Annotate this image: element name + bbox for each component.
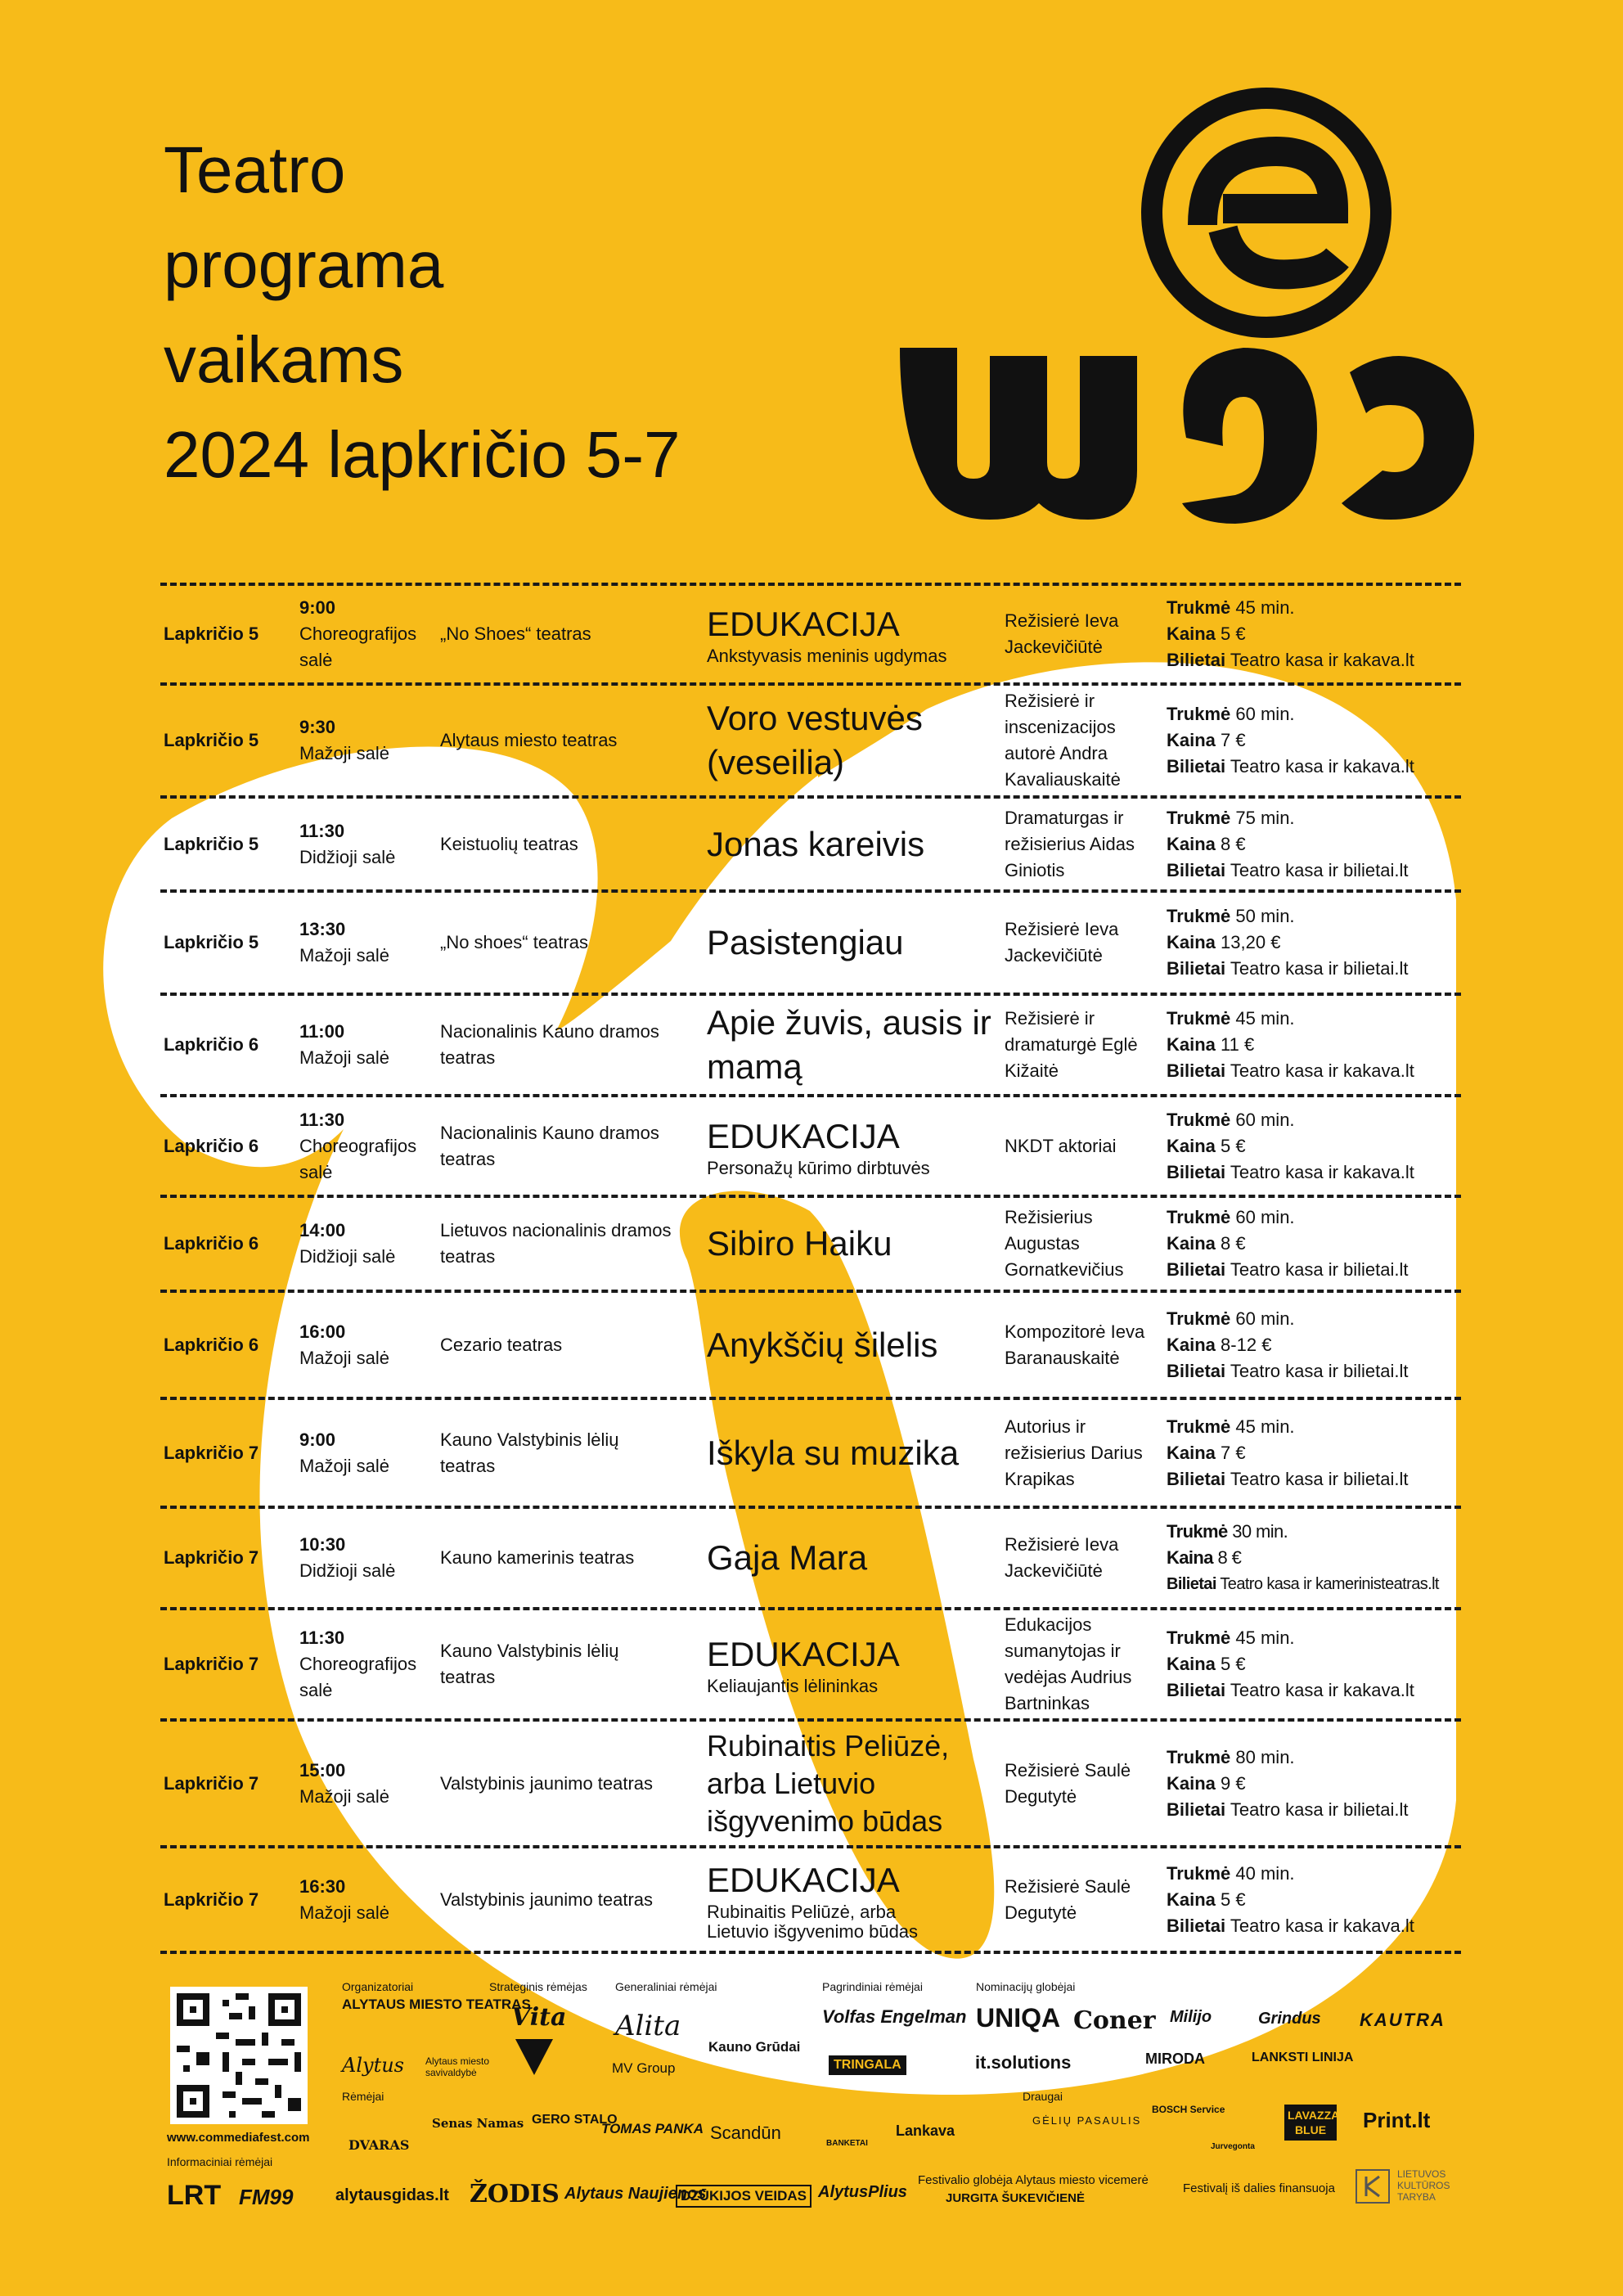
- qr-code-icon: [170, 1987, 308, 2124]
- row-show-title: Jonas kareivis: [707, 824, 925, 863]
- row-date: Lapkričio 5: [164, 624, 259, 644]
- row-price: 5 €: [1221, 1889, 1246, 1910]
- row-time: 11:30: [299, 820, 345, 841]
- tickets-label: Bilietai: [1167, 1575, 1216, 1593]
- gero-stalo-logo: GERO STALO: [532, 2113, 618, 2127]
- nomination-label: Nominacijų globėjai: [976, 1980, 1076, 1993]
- row-organizer: Keistuolių teatras: [440, 833, 578, 854]
- geliu-pasaulis-logo: GĖLIŲ PASAULIS: [1032, 2114, 1142, 2127]
- duration-label: Trukmė: [1167, 1521, 1228, 1542]
- row-venue: Mažoji salė: [299, 1902, 390, 1923]
- tickets-label: Bilietai: [1167, 859, 1226, 880]
- title-line-1: Teatro: [164, 133, 346, 206]
- culture-council-logo: LIETUVOS KULTŪROS TARYBA: [1397, 2168, 1450, 2203]
- row-time: 9:00: [299, 1429, 336, 1450]
- duration-label: Trukmė: [1167, 1746, 1231, 1767]
- row-time: 14:00: [299, 1220, 346, 1240]
- row-director: Režisierius Augustas Gornatkevičius: [1005, 1207, 1124, 1280]
- title-line-3: vaikams: [164, 323, 404, 396]
- tickets-label: Bilietai: [1167, 1161, 1226, 1182]
- row-price: 13,20 €: [1221, 932, 1281, 952]
- print-lt-logo: Print.lt: [1363, 2108, 1431, 2132]
- row-director: Režisierė Ieva Jackevičiūtė: [1005, 919, 1119, 966]
- row-director: Kompozitorė Ieva Baranauskaitė: [1005, 1321, 1145, 1368]
- poster-title: [164, 123, 818, 502]
- website-link[interactable]: www.commediafest.com: [167, 2131, 310, 2145]
- row-show-title: Anykščių šilelis: [707, 1325, 938, 1364]
- row-date: Lapkričio 6: [164, 1034, 259, 1055]
- miroda-logo: MIRODA: [1145, 2051, 1205, 2067]
- scandun-logo: Scandūn: [710, 2123, 781, 2143]
- price-label: Kaina: [1167, 1334, 1216, 1355]
- row-date: Lapkričio 6: [164, 1135, 259, 1156]
- banketai-logo: BANKETAI: [826, 2139, 868, 2148]
- row-duration: 45 min.: [1235, 1627, 1295, 1648]
- schedule-row: [160, 1848, 1461, 1951]
- main-sponsors-label: Pagrindiniai rėmėjai: [822, 1980, 923, 1993]
- row-date: Lapkričio 6: [164, 1334, 259, 1355]
- row-show-title: Rubinaitis Peliūzė, arba Lietuvio išgyvenimo būdas: [707, 1728, 950, 1838]
- row-show-title: EDUKACIJA: [707, 1116, 900, 1155]
- row-show-title: Voro vestuvės (veseilia): [707, 699, 923, 781]
- tickets-label: Bilietai: [1167, 1915, 1226, 1936]
- row-organizer: Valstybinis jaunimo teatras: [440, 1772, 654, 1794]
- row-price: 7 €: [1221, 730, 1246, 750]
- patron-text: Festivalio globėja Alytaus miesto vicemerė: [918, 2173, 1149, 2187]
- bosch-service-logo: BOSCH Service: [1152, 2104, 1225, 2115]
- row-date: Lapkričio 7: [164, 1654, 259, 1674]
- vita-arrow-icon: [514, 2037, 555, 2078]
- uniqa-logo: UNIQA: [976, 2003, 1061, 2033]
- price-label: Kaina: [1167, 833, 1216, 854]
- row-show-subtitle: Rubinaitis Peliūzė, arba Lietuvio išgyvenimo būdas: [707, 1901, 919, 1942]
- kauno-grudai-logo: Kauno Grūdai: [708, 2039, 801, 2055]
- row-time: 16:00: [299, 1321, 346, 1342]
- row-organizer: Nacionalinis Kauno dramos teatras: [440, 1021, 659, 1068]
- duration-label: Trukmė: [1167, 906, 1231, 926]
- schedule-row: [160, 1097, 1461, 1195]
- row-price: 7 €: [1221, 1442, 1246, 1463]
- vita-logo: Vita: [511, 2003, 567, 2032]
- row-price: 9 €: [1221, 1772, 1246, 1794]
- row-date: Lapkričio 7: [164, 1889, 259, 1910]
- tickets-label: Bilietai: [1167, 1468, 1226, 1489]
- row-duration: 45 min.: [1235, 597, 1295, 618]
- row-venue: Didžioji salė: [299, 846, 396, 867]
- row-tickets: Teatro kasa ir kamerinisteatras.lt: [1220, 1575, 1439, 1593]
- tickets-label: Bilietai: [1167, 650, 1226, 670]
- row-organizer: Kauno kamerinis teatras: [440, 1547, 635, 1568]
- row-time: 11:00: [299, 1021, 345, 1042]
- row-venue: Mažoji salė: [299, 1455, 390, 1476]
- row-venue: Didžioji salė: [299, 1246, 396, 1267]
- duration-label: Trukmė: [1167, 807, 1231, 828]
- culture-council-icon: [1355, 2168, 1391, 2204]
- row-director: Režisierė ir inscenizacijos autorė Andra Kavaliauskaitė: [1005, 691, 1121, 790]
- tickets-label: Bilietai: [1167, 1060, 1226, 1081]
- tickets-label: Bilietai: [1167, 1680, 1226, 1700]
- row-tickets: Teatro kasa ir kakava.lt: [1230, 1915, 1414, 1936]
- schedule-row: [160, 996, 1461, 1094]
- row-organizer: „No shoes“ teatras: [440, 932, 588, 952]
- coner-logo: Coner: [1073, 2006, 1156, 2035]
- row-organizer: Cezario teatras: [440, 1334, 563, 1355]
- row-duration: 60 min.: [1235, 1109, 1295, 1130]
- mv-group-logo: MV Group: [612, 2060, 676, 2076]
- schedule-row: [160, 1610, 1461, 1718]
- duration-label: Trukmė: [1167, 1627, 1231, 1648]
- tickets-label: Bilietai: [1167, 1259, 1226, 1280]
- row-price: 8-12 €: [1221, 1334, 1272, 1355]
- row-time: 11:30: [299, 1109, 345, 1130]
- row-show-subtitle: Keliaujantis lėlininkas: [707, 1676, 879, 1696]
- organizers-label: Organizatoriai: [342, 1980, 414, 1993]
- price-label: Kaina: [1167, 1233, 1216, 1254]
- duration-label: Trukmė: [1167, 1207, 1231, 1227]
- row-venue: Didžioji salė: [299, 1560, 396, 1581]
- row-date: Lapkričio 5: [164, 730, 259, 750]
- schedule-row: [160, 1722, 1461, 1845]
- price-label: Kaina: [1167, 1889, 1216, 1910]
- title-line-4: 2024 lapkričio 5-7: [164, 418, 681, 491]
- row-show-subtitle: Ankstyvasis meninis ugdymas: [707, 646, 947, 666]
- zodis-logo: ŽODIS: [470, 2180, 560, 2208]
- lavazza-blue-logo: LAVAZZA BLUE: [1284, 2105, 1337, 2141]
- funding-text: Festivalį iš dalies finansuoja: [1183, 2181, 1335, 2195]
- row-organizer: Lietuvos nacionalinis dramos teatras: [440, 1220, 672, 1267]
- row-venue: Mažoji salė: [299, 945, 390, 966]
- schedule-row: [160, 1509, 1461, 1607]
- tringala-logo: TRINGALA: [829, 2055, 906, 2075]
- grindus-logo: Grindus: [1258, 2010, 1321, 2028]
- row-duration: 60 min.: [1235, 1207, 1295, 1227]
- alytaus-naujienos-logo: Alytaus Naujienos: [564, 2185, 707, 2203]
- row-show-title: Apie žuvis, ausis ir mamą: [707, 1003, 991, 1086]
- row-tickets: Teatro kasa ir kakava.lt: [1230, 1060, 1414, 1081]
- duration-label: Trukmė: [1167, 1109, 1231, 1130]
- row-date: Lapkričio 5: [164, 833, 259, 854]
- schedule-row: [160, 586, 1461, 682]
- row-organizer: „No Shoes“ teatras: [440, 624, 591, 644]
- senas-namas-logo: Senas Namas: [432, 2116, 524, 2131]
- info-partners-label: Informaciniai rėmėjai: [167, 2155, 273, 2168]
- row-time: 11:30: [299, 1627, 345, 1648]
- tickets-label: Bilietai: [1167, 1799, 1226, 1820]
- row-duration: 60 min.: [1235, 704, 1295, 724]
- row-director: Edukacijos sumanytojas ir vedėjas Audrius Bartninkas: [1005, 1614, 1132, 1713]
- volfas-engelman-logo: Volfas Engelman: [822, 2006, 967, 2027]
- title-line-2: programa: [164, 228, 444, 301]
- schedule-row: [160, 799, 1461, 889]
- row-show-title: Sibiro Haiku: [707, 1224, 892, 1263]
- row-tickets: Teatro kasa ir bilietai.lt: [1230, 1360, 1409, 1381]
- row-venue: Mažoji salė: [299, 1347, 390, 1368]
- schedule-row: [160, 1293, 1461, 1397]
- milijo-logo: Milijo: [1170, 2008, 1212, 2026]
- price-label: Kaina: [1167, 932, 1216, 952]
- row-venue: Mažoji salė: [299, 1785, 390, 1807]
- row-organizer: Kauno Valstybinis lėlių teatras: [440, 1429, 619, 1476]
- row-price: 8 €: [1221, 1233, 1246, 1254]
- row-director: Režisierė Ieva Jackevičiūtė: [1005, 610, 1119, 657]
- price-label: Kaina: [1167, 1442, 1216, 1463]
- row-duration: 30 min.: [1232, 1521, 1288, 1542]
- row-show-title: Gaja Mara: [707, 1538, 868, 1577]
- row-organizer: Nacionalinis Kauno dramos teatras: [440, 1122, 659, 1169]
- row-date: Lapkričio 7: [164, 1442, 259, 1463]
- row-director: Režisierė ir dramaturgė Eglė Kižaitė: [1005, 1008, 1138, 1081]
- lankava-logo: Lankava: [896, 2123, 955, 2139]
- general-sponsors-label: Generaliniai rėmėjai: [615, 1980, 717, 1993]
- kautra-logo: KAUTRA: [1360, 2010, 1445, 2030]
- row-time: 16:30: [299, 1875, 346, 1897]
- row-venue: Choreografijos salė: [299, 1654, 417, 1700]
- row-tickets: Teatro kasa ir bilietai.lt: [1230, 1468, 1409, 1489]
- commedia-logo-icon: [892, 86, 1481, 528]
- row-duration: 80 min.: [1235, 1746, 1295, 1767]
- tomas-panka-logo: TOMAS PANKA: [601, 2121, 704, 2136]
- alytusplius-logo: AlytusPlius: [818, 2183, 907, 2201]
- row-director: Dramaturgas ir režisierius Aidas Giniotis: [1005, 807, 1135, 880]
- row-director: Autorius ir režisierius Darius Krapikas: [1005, 1416, 1143, 1489]
- dvaras-logo: DVARAS: [348, 2137, 410, 2153]
- row-tickets: Teatro kasa ir kakava.lt: [1230, 650, 1414, 670]
- row-time: 13:30: [299, 919, 346, 939]
- row-tickets: Teatro kasa ir kakava.lt: [1230, 1161, 1414, 1182]
- tickets-label: Bilietai: [1167, 958, 1226, 979]
- row-time: 15:00: [299, 1759, 346, 1781]
- price-label: Kaina: [1167, 1654, 1216, 1674]
- duration-label: Trukmė: [1167, 704, 1231, 724]
- row-duration: 60 min.: [1235, 1308, 1295, 1329]
- schedule-row: [160, 686, 1461, 795]
- row-duration: 45 min.: [1235, 1416, 1295, 1437]
- duration-label: Trukmė: [1167, 1416, 1231, 1437]
- price-label: Kaina: [1167, 624, 1216, 644]
- alytausgidas-logo: alytausgidas.lt: [335, 2186, 449, 2204]
- price-label: Kaina: [1167, 1547, 1213, 1568]
- row-organizer: Valstybinis jaunimo teatras: [440, 1889, 654, 1910]
- row-duration: 75 min.: [1235, 807, 1295, 828]
- duration-label: Trukmė: [1167, 597, 1231, 618]
- row-show-subtitle: Personažų kūrimo dirbtuvės: [707, 1157, 930, 1178]
- strategic-sponsor-label: Strateginis rėmėjas: [489, 1980, 587, 1993]
- row-price: 11 €: [1221, 1034, 1255, 1055]
- row-show-title: EDUKACIJA: [707, 1860, 900, 1899]
- row-date: Lapkričio 7: [164, 1547, 259, 1568]
- row-organizer: Alytaus miesto teatras: [440, 730, 618, 750]
- alytus-logo: Alytus: [342, 2054, 404, 2077]
- qr-code: [170, 1987, 308, 2124]
- dzukijos-veidas-logo: DZŪKIJOS VEIDAS: [676, 2185, 812, 2208]
- row-director: NKDT aktoriai: [1005, 1135, 1117, 1156]
- row-tickets: Teatro kasa ir kakava.lt: [1230, 756, 1414, 777]
- patron-name: JURGITA ŠUKEVIČIENĖ: [946, 2191, 1086, 2205]
- alita-logo: Alita: [615, 2010, 681, 2042]
- price-label: Kaina: [1167, 730, 1216, 750]
- row-director: Režisierė Ieva Jackevičiūtė: [1005, 1534, 1119, 1581]
- row-time: 9:30: [299, 717, 336, 737]
- row-price: 8 €: [1217, 1547, 1242, 1568]
- row-tickets: Teatro kasa ir bilietai.lt: [1230, 859, 1409, 880]
- row-price: 8 €: [1221, 833, 1246, 854]
- row-duration: 45 min.: [1235, 1008, 1295, 1029]
- tickets-label: Bilietai: [1167, 756, 1226, 777]
- municipality-text: Alytaus miesto savivaldybė: [425, 2055, 490, 2078]
- price-label: Kaina: [1167, 1772, 1216, 1794]
- duration-label: Trukmė: [1167, 1308, 1231, 1329]
- supporters-label: Rėmėjai: [342, 2090, 384, 2103]
- row-duration: 40 min.: [1235, 1862, 1295, 1884]
- row-price: 5 €: [1221, 1654, 1246, 1674]
- it-solutions-logo: it.solutions: [975, 2052, 1072, 2073]
- tickets-label: Bilietai: [1167, 1360, 1226, 1381]
- row-director: Režisierė Saulė Degutytė: [1005, 1759, 1131, 1807]
- row-tickets: Teatro kasa ir bilietai.lt: [1230, 958, 1409, 979]
- friends-label: Draugai: [1023, 2090, 1063, 2103]
- price-label: Kaina: [1167, 1034, 1216, 1055]
- row-venue: Mažoji salė: [299, 1047, 390, 1068]
- row-show-title: EDUKACIJA: [707, 605, 900, 643]
- schedule-row: [160, 1400, 1461, 1506]
- row-tickets: Teatro kasa ir bilietai.lt: [1230, 1799, 1409, 1820]
- row-price: 5 €: [1221, 1135, 1246, 1156]
- schedule-row: [160, 1198, 1461, 1290]
- row-venue: Mažoji salė: [299, 743, 390, 763]
- row-date: Lapkričio 5: [164, 932, 259, 952]
- row-venue: Choreografijos salė: [299, 1135, 417, 1182]
- row-price: 5 €: [1221, 624, 1246, 644]
- row-show-title: EDUKACIJA: [707, 1635, 900, 1673]
- row-time: 9:00: [299, 597, 336, 618]
- lrt-logo: LRT: [167, 2180, 222, 2211]
- row-show-title: Pasistengiau: [707, 923, 904, 961]
- row-duration: 50 min.: [1235, 906, 1295, 926]
- row-venue: Choreografijos salė: [299, 624, 417, 670]
- row-show-title: Iškyla su muzika: [707, 1433, 960, 1472]
- row-tickets: Teatro kasa ir kakava.lt: [1230, 1680, 1414, 1700]
- price-label: Kaina: [1167, 1135, 1216, 1156]
- jurvegonta-logo: Jurvegonta: [1211, 2142, 1255, 2151]
- duration-label: Trukmė: [1167, 1862, 1231, 1884]
- lanksti-linija-logo: LANKSTI LINIJA: [1252, 2051, 1354, 2064]
- divider: [160, 1951, 1461, 1954]
- row-organizer: Kauno Valstybinis lėlių teatras: [440, 1641, 619, 1687]
- row-tickets: Teatro kasa ir bilietai.lt: [1230, 1259, 1409, 1280]
- fm99-logo: FM99: [239, 2185, 294, 2209]
- row-date: Lapkričio 6: [164, 1233, 259, 1254]
- alytus-theatre-logo: ALYTAUS MIESTO TEATRAS: [342, 1997, 531, 2012]
- row-time: 10:30: [299, 1534, 346, 1555]
- duration-label: Trukmė: [1167, 1008, 1231, 1029]
- row-director: Režisierė Saulė Degutytė: [1005, 1875, 1131, 1923]
- row-date: Lapkričio 7: [164, 1772, 259, 1794]
- schedule-row: [160, 893, 1461, 993]
